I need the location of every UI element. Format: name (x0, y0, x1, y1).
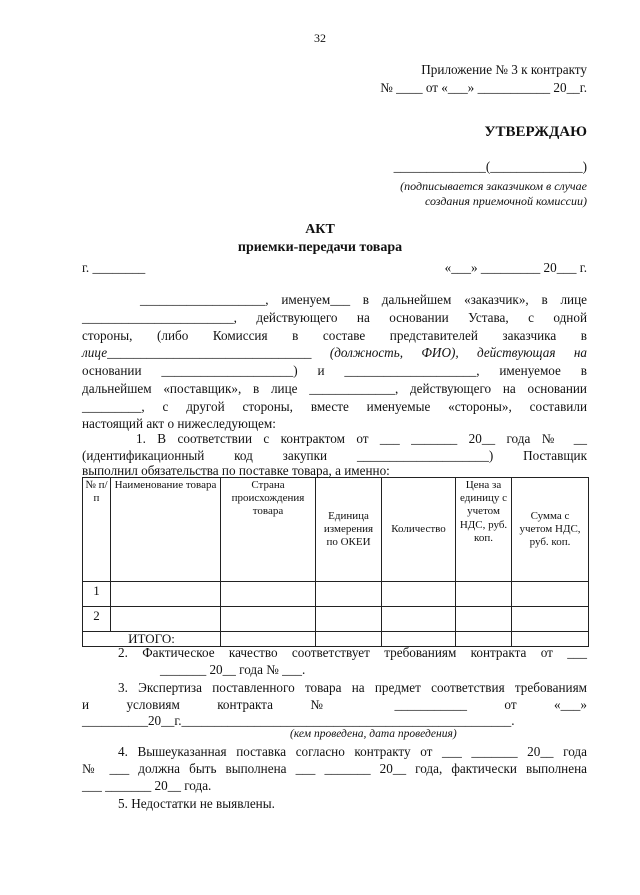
row-cell (221, 607, 316, 632)
p2-line-3: выполнил обязательства по поставке товара, а именно: (82, 463, 390, 478)
row-cell (316, 607, 382, 632)
p1-line-8: настоящий акт о нижеследующем: (82, 416, 276, 431)
act-city: г. ________ (82, 260, 146, 275)
row-cell (456, 607, 512, 632)
approve-signature-line: ______________(______________) (393, 159, 587, 174)
row-cell (111, 607, 221, 632)
header-price: Цена за единицу с учетом НДС, руб. коп. (456, 478, 512, 582)
item2-line-1: 2. Фактическое качество соответствует требованиям контракта от ___ (118, 645, 587, 660)
p2-line-2: (идентификационный код закупки ____________________) Поставщик (82, 448, 587, 463)
table-row (83, 582, 589, 607)
approve-title: УТВЕРЖДАЮ (484, 124, 587, 140)
goods-table (82, 477, 589, 647)
item2-line-2: _______ 20__ года № ___. (160, 662, 306, 677)
p1-line-7: _________, с другой стороны, вместе именуемые «стороны», составили (82, 399, 587, 414)
header-name: Наименование товара (111, 478, 221, 582)
item4-line-3: ___ _______ 20__ года. (82, 778, 212, 793)
appendix-line2: № ____ от «___» ___________ 20__г. (380, 80, 587, 95)
total-label: ИТОГО: (83, 632, 221, 647)
p2-line-1: 1. В соответствии с контрактом от ___ _______ 20__ года № __ (136, 431, 587, 446)
row-number: 1 (83, 582, 111, 607)
header-country: Страна происхождения товара (221, 478, 316, 582)
row-cell (111, 582, 221, 607)
header-quantity: Количество (382, 478, 456, 582)
header-sum: Сумма с учетом НДС, руб. коп. (512, 478, 589, 582)
act-title: АКТ (305, 222, 335, 237)
row-cell (512, 582, 589, 607)
row-cell (221, 582, 316, 607)
appendix-line1: Приложение № 3 к контракту (421, 62, 587, 77)
p1-line-1: ___________________, именуем___ в дальнейшем «заказчик», в лице (140, 292, 587, 307)
p1-line-3: стороны, (либо Комиссия в составе представителей заказчика в (82, 328, 587, 343)
item5-line: 5. Недостатки не выявлены. (118, 796, 275, 811)
row-number: 2 (83, 607, 111, 632)
row-cell (512, 607, 589, 632)
row-cell (316, 582, 382, 607)
item3-note: (кем проведена, дата проведения) (290, 728, 457, 740)
approve-note-2: создания приемочной комиссии) (424, 194, 587, 208)
p1-line-2: _______________________, действующего на основании Устава, с одной (82, 310, 587, 325)
p1-line-4: лице_______________________________ (должность, ФИО), действующая на (82, 345, 587, 360)
p1-line-6: дальнейшем «поставщик», в лице _____________, действующего на основании (82, 381, 587, 396)
header-unit: Единица измерения по ОКЕИ (316, 478, 382, 582)
item3-line-1: 3. Экспертиза поставленного товара на предмет соответствия требованиям (118, 680, 587, 695)
row-cell (456, 582, 512, 607)
header-number: № п/п (83, 478, 111, 582)
row-cell (382, 582, 456, 607)
approve-note-1: (подписывается заказчиком в случае (400, 179, 587, 193)
act-subtitle: приемки-передачи товара (237, 240, 403, 255)
item3-line-2: и условиям контракта № ___________ от «___» (82, 697, 587, 712)
item4-line-1: 4. Вышеуказанная поставка согласно контракту от ___ _______ 20__ года (118, 744, 587, 759)
item4-line-2: № ___ должна быть выполнена ___ _______ 20__ года, фактически выполнена (82, 761, 587, 776)
page-number: 32 (314, 31, 326, 45)
table-row (83, 607, 589, 632)
act-date: «___» _________ 20___ г. (444, 260, 587, 275)
item3-line-3: __________20__г.__________________________________________________. (82, 713, 515, 728)
p1-line-5: основании ____________________) и ____________________, именуемое в (82, 363, 587, 378)
row-cell (382, 607, 456, 632)
